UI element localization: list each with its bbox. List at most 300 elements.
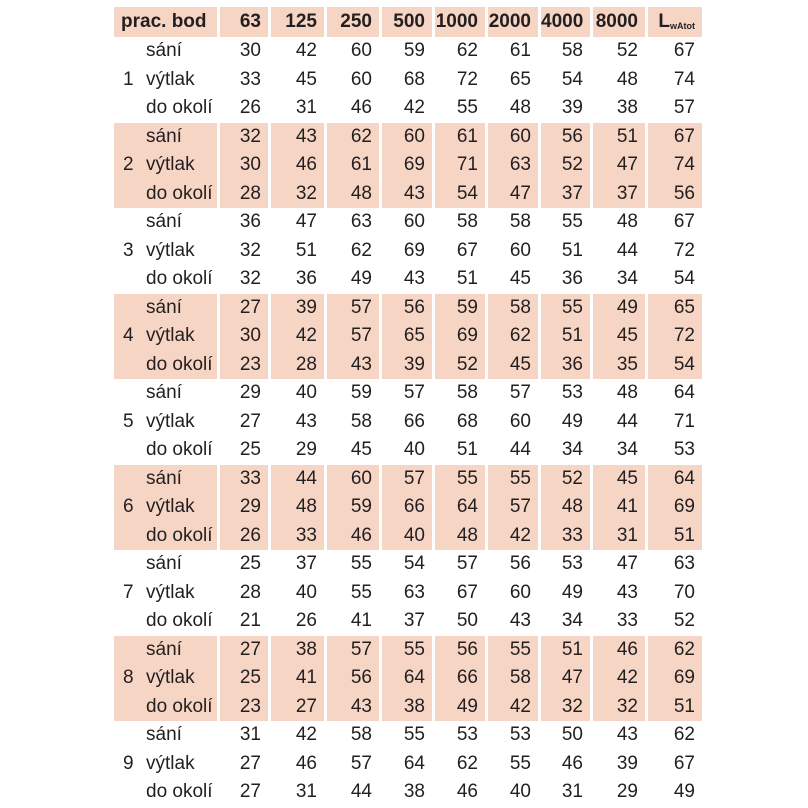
value-cell-band-2000: 55 bbox=[488, 636, 538, 665]
row-label-cell bbox=[114, 607, 217, 636]
row-label-cell bbox=[114, 750, 217, 779]
value-cell-band-1000: 64 bbox=[435, 493, 485, 522]
value-cell-band-8000: 33 bbox=[616, 610, 638, 631]
value-cell-band-4000: 32 bbox=[541, 693, 590, 722]
value-cell-band-8000: 41 bbox=[593, 493, 645, 522]
value-cell-band-250: 49 bbox=[350, 268, 372, 289]
operating-point-number: 9 bbox=[123, 752, 134, 774]
value-cell-band-2000: 60 bbox=[509, 410, 531, 432]
value-cell-band-2000: 44 bbox=[509, 439, 531, 460]
value-cell-band-4000: 33 bbox=[541, 522, 590, 551]
header-band-2000: 2000 bbox=[488, 7, 538, 37]
row-label-cell bbox=[114, 664, 217, 693]
value-cell-band-2000: 55 bbox=[509, 752, 531, 774]
value-cell-band-125: 33 bbox=[271, 522, 324, 551]
value-cell-band-250: 61 bbox=[327, 151, 379, 180]
value-cell-band-1000: 55 bbox=[456, 97, 478, 118]
row-label: do okolí bbox=[146, 268, 213, 289]
value-cell-total-level: 67 bbox=[648, 123, 702, 152]
table-row bbox=[114, 550, 702, 579]
row-label-cell bbox=[114, 94, 217, 123]
row-label: sání bbox=[146, 40, 182, 61]
value-cell-total-level: 51 bbox=[648, 693, 702, 722]
value-cell-band-250: 58 bbox=[350, 410, 372, 432]
row-label-cell bbox=[114, 721, 217, 750]
row-label: výtlak bbox=[146, 410, 195, 432]
value-cell-band-63: 21 bbox=[239, 610, 261, 631]
table-row bbox=[114, 579, 702, 608]
value-cell-band-1000: 71 bbox=[435, 151, 485, 180]
value-cell-band-1000: 55 bbox=[435, 465, 485, 494]
value-cell-total-level: 52 bbox=[673, 610, 695, 631]
value-cell-band-8000: 52 bbox=[616, 40, 638, 61]
header-total-level bbox=[648, 7, 702, 37]
value-cell-band-2000: 48 bbox=[509, 97, 531, 118]
header-band-4000: 4000 bbox=[541, 7, 590, 37]
table-row bbox=[114, 693, 702, 722]
value-cell-band-63: 27 bbox=[220, 294, 268, 323]
value-cell-total-level: 74 bbox=[648, 151, 702, 180]
value-cell-band-8000: 42 bbox=[593, 664, 645, 693]
value-cell-band-4000: 55 bbox=[561, 211, 583, 232]
value-cell-band-4000: 31 bbox=[561, 781, 583, 802]
value-cell-total-level: 54 bbox=[648, 351, 702, 380]
value-cell-band-1000: 61 bbox=[435, 123, 485, 152]
operating-point-number: 5 bbox=[123, 410, 134, 432]
value-cell-total-level: 49 bbox=[673, 781, 695, 802]
value-cell-band-4000: 58 bbox=[561, 40, 583, 61]
value-cell-band-63: 27 bbox=[239, 781, 261, 802]
table-row bbox=[114, 66, 702, 95]
value-cell-band-500: 60 bbox=[382, 123, 432, 152]
value-cell-band-250: 55 bbox=[350, 581, 372, 603]
operating-point-number: 3 bbox=[123, 239, 134, 261]
value-cell-band-125: 26 bbox=[295, 610, 317, 631]
row-label-cell bbox=[114, 322, 217, 351]
value-cell-band-1000: 72 bbox=[456, 68, 478, 90]
value-cell-band-125: 42 bbox=[271, 322, 324, 351]
value-cell-band-8000: 43 bbox=[616, 581, 638, 603]
table-row bbox=[114, 351, 702, 380]
value-cell-band-4000: 53 bbox=[561, 553, 583, 574]
value-cell-band-2000: 63 bbox=[488, 151, 538, 180]
header-operating-point: prac. bod bbox=[114, 7, 217, 37]
value-cell-band-125: 39 bbox=[271, 294, 324, 323]
value-cell-band-1000: 67 bbox=[456, 239, 478, 261]
value-cell-band-2000: 47 bbox=[488, 180, 538, 209]
row-label-cell bbox=[114, 37, 217, 66]
row-label-cell bbox=[114, 493, 217, 522]
value-cell-band-2000: 53 bbox=[509, 724, 531, 745]
value-cell-band-500: 55 bbox=[403, 724, 425, 745]
table-row bbox=[114, 94, 702, 123]
value-cell-band-250: 60 bbox=[350, 68, 372, 90]
value-cell-band-8000: 43 bbox=[616, 724, 638, 745]
value-cell-band-125: 38 bbox=[271, 636, 324, 665]
row-label: sání bbox=[146, 382, 182, 403]
value-cell-band-2000: 58 bbox=[488, 294, 538, 323]
value-cell-band-63: 26 bbox=[239, 97, 261, 118]
value-cell-total-level: 65 bbox=[648, 294, 702, 323]
table-row bbox=[114, 294, 702, 323]
value-cell-band-500: 43 bbox=[382, 180, 432, 209]
value-cell-band-63: 23 bbox=[220, 351, 268, 380]
table-row bbox=[114, 664, 702, 693]
value-cell-band-4000: 53 bbox=[561, 382, 583, 403]
row-label: výtlak bbox=[146, 239, 195, 261]
value-cell-band-1000: 46 bbox=[456, 781, 478, 802]
value-cell-band-250: 63 bbox=[350, 211, 372, 232]
row-label: do okolí bbox=[146, 781, 213, 802]
value-cell-band-8000: 35 bbox=[593, 351, 645, 380]
value-cell-band-2000: 60 bbox=[488, 123, 538, 152]
row-label: do okolí bbox=[146, 524, 213, 546]
value-cell-total-level: 54 bbox=[673, 268, 695, 289]
value-cell-total-level: 64 bbox=[648, 465, 702, 494]
value-cell-band-8000: 45 bbox=[593, 322, 645, 351]
value-cell-band-500: 54 bbox=[403, 553, 425, 574]
total-level-subscript: wAtot bbox=[670, 21, 695, 31]
header-band-1000: 1000 bbox=[435, 7, 485, 37]
value-cell-band-4000: 47 bbox=[541, 664, 590, 693]
value-cell-band-8000: 34 bbox=[616, 268, 638, 289]
value-cell-band-8000: 47 bbox=[593, 151, 645, 180]
row-label: do okolí bbox=[146, 439, 213, 460]
value-cell-total-level: 63 bbox=[673, 553, 695, 574]
value-cell-band-250: 57 bbox=[327, 322, 379, 351]
value-cell-total-level: 51 bbox=[648, 522, 702, 551]
table-row bbox=[114, 493, 702, 522]
value-cell-band-250: 62 bbox=[350, 239, 372, 261]
header-band-8000: 8000 bbox=[593, 7, 645, 37]
value-cell-band-500: 57 bbox=[403, 382, 425, 403]
value-cell-total-level: 57 bbox=[673, 97, 695, 118]
row-label-cell bbox=[114, 351, 217, 380]
value-cell-band-2000: 65 bbox=[509, 68, 531, 90]
value-cell-band-1000: 68 bbox=[456, 410, 478, 432]
value-cell-band-2000: 57 bbox=[509, 382, 531, 403]
value-cell-band-8000: 32 bbox=[593, 693, 645, 722]
value-cell-band-8000: 39 bbox=[616, 752, 638, 774]
value-cell-band-63: 27 bbox=[239, 752, 261, 774]
value-cell-band-500: 38 bbox=[382, 693, 432, 722]
value-cell-band-63: 23 bbox=[220, 693, 268, 722]
row-label: výtlak bbox=[146, 325, 195, 346]
value-cell-band-63: 31 bbox=[239, 724, 261, 745]
row-label: výtlak bbox=[146, 154, 195, 175]
value-cell-band-1000: 51 bbox=[456, 439, 478, 460]
value-cell-band-250: 59 bbox=[327, 493, 379, 522]
value-cell-band-63: 30 bbox=[220, 151, 268, 180]
row-label-cell bbox=[114, 237, 217, 266]
table-row bbox=[114, 237, 702, 266]
operating-point-number: 7 bbox=[123, 581, 134, 603]
value-cell-band-500: 69 bbox=[382, 151, 432, 180]
row-label-cell bbox=[114, 180, 217, 209]
table-row bbox=[114, 265, 702, 294]
value-cell-band-125: 28 bbox=[271, 351, 324, 380]
row-label: výtlak bbox=[146, 68, 195, 90]
value-cell-band-250: 41 bbox=[350, 610, 372, 631]
value-cell-total-level: 74 bbox=[673, 68, 695, 90]
operating-point-number: 1 bbox=[123, 68, 134, 90]
value-cell-band-63: 33 bbox=[239, 68, 261, 90]
value-cell-band-250: 43 bbox=[327, 351, 379, 380]
value-cell-band-1000: 53 bbox=[456, 724, 478, 745]
value-cell-band-500: 40 bbox=[403, 439, 425, 460]
value-cell-band-250: 57 bbox=[350, 752, 372, 774]
value-cell-band-125: 42 bbox=[295, 40, 317, 61]
value-cell-band-63: 25 bbox=[239, 439, 261, 460]
value-cell-band-4000: 37 bbox=[541, 180, 590, 209]
value-cell-band-125: 29 bbox=[295, 439, 317, 460]
row-label: do okolí bbox=[146, 182, 213, 204]
operating-point-number: 6 bbox=[123, 496, 134, 517]
value-cell-band-2000: 58 bbox=[488, 664, 538, 693]
value-cell-band-8000: 47 bbox=[616, 553, 638, 574]
value-cell-band-4000: 51 bbox=[541, 636, 590, 665]
header-band-500: 500 bbox=[382, 7, 432, 37]
operating-point-number: 8 bbox=[123, 667, 134, 688]
value-cell-band-250: 45 bbox=[350, 439, 372, 460]
row-label-cell bbox=[114, 436, 217, 465]
value-cell-band-125: 32 bbox=[271, 180, 324, 209]
value-cell-band-63: 32 bbox=[239, 239, 261, 261]
value-cell-band-8000: 44 bbox=[616, 410, 638, 432]
header-band-250: 250 bbox=[327, 7, 379, 37]
row-label-cell bbox=[114, 636, 217, 665]
value-cell-band-250: 58 bbox=[350, 724, 372, 745]
value-cell-total-level: 62 bbox=[648, 636, 702, 665]
value-cell-band-2000: 61 bbox=[509, 40, 531, 61]
value-cell-total-level: 62 bbox=[673, 724, 695, 745]
value-cell-band-4000: 52 bbox=[541, 151, 590, 180]
row-label: sání bbox=[146, 296, 182, 318]
value-cell-band-250: 57 bbox=[327, 636, 379, 665]
value-cell-total-level: 67 bbox=[673, 211, 695, 232]
table-row bbox=[114, 37, 702, 66]
value-cell-band-63: 28 bbox=[220, 180, 268, 209]
value-cell-band-63: 28 bbox=[239, 581, 261, 603]
value-cell-band-1000: 67 bbox=[456, 581, 478, 603]
value-cell-band-1000: 69 bbox=[435, 322, 485, 351]
row-label-cell bbox=[114, 579, 217, 608]
value-cell-band-1000: 56 bbox=[435, 636, 485, 665]
value-cell-total-level: 69 bbox=[648, 664, 702, 693]
value-cell-band-4000: 54 bbox=[561, 68, 583, 90]
value-cell-band-4000: 51 bbox=[561, 239, 583, 261]
value-cell-band-2000: 60 bbox=[509, 581, 531, 603]
value-cell-band-500: 66 bbox=[382, 493, 432, 522]
total-level-symbol: L bbox=[658, 11, 670, 32]
value-cell-band-1000: 62 bbox=[456, 40, 478, 61]
value-cell-band-8000: 37 bbox=[593, 180, 645, 209]
operating-point-number: 4 bbox=[123, 325, 134, 346]
value-cell-band-250: 46 bbox=[327, 522, 379, 551]
row-label: výtlak bbox=[146, 581, 195, 603]
value-cell-band-4000: 34 bbox=[561, 439, 583, 460]
value-cell-band-1000: 48 bbox=[435, 522, 485, 551]
row-label-cell bbox=[114, 123, 217, 152]
value-cell-band-125: 40 bbox=[295, 382, 317, 403]
table-body bbox=[114, 37, 702, 807]
table-row bbox=[114, 322, 702, 351]
value-cell-band-1000: 57 bbox=[456, 553, 478, 574]
row-label: do okolí bbox=[146, 695, 213, 717]
value-cell-band-8000: 44 bbox=[616, 239, 638, 261]
value-cell-band-1000: 51 bbox=[456, 268, 478, 289]
value-cell-band-125: 37 bbox=[295, 553, 317, 574]
value-cell-band-8000: 46 bbox=[593, 636, 645, 665]
value-cell-band-4000: 52 bbox=[541, 465, 590, 494]
table-row bbox=[114, 436, 702, 465]
header-band-63: 63 bbox=[220, 7, 268, 37]
operating-point-number: 2 bbox=[123, 154, 134, 175]
value-cell-band-250: 56 bbox=[327, 664, 379, 693]
value-cell-band-125: 36 bbox=[295, 268, 317, 289]
header-band-125: 125 bbox=[271, 7, 324, 37]
value-cell-band-500: 63 bbox=[403, 581, 425, 603]
value-cell-total-level: 56 bbox=[648, 180, 702, 209]
value-cell-band-63: 26 bbox=[220, 522, 268, 551]
table-row bbox=[114, 721, 702, 750]
value-cell-band-2000: 43 bbox=[509, 610, 531, 631]
table-row bbox=[114, 180, 702, 209]
value-cell-band-4000: 36 bbox=[561, 268, 583, 289]
value-cell-band-500: 64 bbox=[403, 752, 425, 774]
value-cell-band-2000: 55 bbox=[488, 465, 538, 494]
value-cell-band-250: 60 bbox=[350, 40, 372, 61]
value-cell-band-250: 44 bbox=[350, 781, 372, 802]
value-cell-band-8000: 31 bbox=[593, 522, 645, 551]
value-cell-band-2000: 42 bbox=[488, 522, 538, 551]
value-cell-band-63: 33 bbox=[220, 465, 268, 494]
row-label: sání bbox=[146, 724, 182, 745]
row-label-cell bbox=[114, 550, 217, 579]
value-cell-band-8000: 45 bbox=[593, 465, 645, 494]
value-cell-band-4000: 48 bbox=[541, 493, 590, 522]
table-row bbox=[114, 778, 702, 807]
row-label-cell bbox=[114, 294, 217, 323]
value-cell-band-1000: 62 bbox=[456, 752, 478, 774]
value-cell-total-level: 70 bbox=[673, 581, 695, 603]
row-label: sání bbox=[146, 467, 182, 489]
value-cell-band-500: 59 bbox=[403, 40, 425, 61]
value-cell-band-63: 30 bbox=[220, 322, 268, 351]
value-cell-band-500: 56 bbox=[382, 294, 432, 323]
value-cell-band-8000: 38 bbox=[616, 97, 638, 118]
value-cell-band-250: 62 bbox=[327, 123, 379, 152]
value-cell-band-4000: 50 bbox=[561, 724, 583, 745]
value-cell-band-63: 30 bbox=[239, 40, 261, 61]
value-cell-band-4000: 46 bbox=[561, 752, 583, 774]
value-cell-band-4000: 55 bbox=[541, 294, 590, 323]
value-cell-band-2000: 62 bbox=[488, 322, 538, 351]
value-cell-band-63: 36 bbox=[239, 211, 261, 232]
value-cell-band-4000: 34 bbox=[561, 610, 583, 631]
value-cell-band-63: 27 bbox=[239, 410, 261, 432]
value-cell-band-125: 41 bbox=[271, 664, 324, 693]
table-row bbox=[114, 750, 702, 779]
value-cell-total-level: 72 bbox=[648, 322, 702, 351]
value-cell-band-500: 69 bbox=[403, 239, 425, 261]
value-cell-band-2000: 58 bbox=[509, 211, 531, 232]
value-cell-band-500: 65 bbox=[382, 322, 432, 351]
value-cell-total-level: 72 bbox=[673, 239, 695, 261]
row-label: do okolí bbox=[146, 353, 213, 375]
value-cell-band-125: 42 bbox=[295, 724, 317, 745]
row-label-cell bbox=[114, 151, 217, 180]
value-cell-band-250: 48 bbox=[327, 180, 379, 209]
value-cell-band-1000: 50 bbox=[456, 610, 478, 631]
value-cell-band-250: 57 bbox=[327, 294, 379, 323]
value-cell-total-level: 71 bbox=[673, 410, 695, 432]
value-cell-band-125: 51 bbox=[295, 239, 317, 261]
row-label-cell bbox=[114, 693, 217, 722]
row-label: výtlak bbox=[146, 752, 195, 774]
row-label: sání bbox=[146, 125, 182, 147]
table-row bbox=[114, 607, 702, 636]
value-cell-band-4000: 56 bbox=[541, 123, 590, 152]
value-cell-band-125: 31 bbox=[295, 781, 317, 802]
value-cell-band-2000: 45 bbox=[509, 268, 531, 289]
value-cell-band-1000: 66 bbox=[435, 664, 485, 693]
row-label-cell bbox=[114, 265, 217, 294]
table-row bbox=[114, 522, 702, 551]
value-cell-band-2000: 60 bbox=[509, 239, 531, 261]
row-label-cell bbox=[114, 522, 217, 551]
value-cell-band-8000: 48 bbox=[616, 211, 638, 232]
table-row bbox=[114, 408, 702, 437]
value-cell-band-500: 66 bbox=[403, 410, 425, 432]
value-cell-band-250: 46 bbox=[350, 97, 372, 118]
value-cell-band-1000: 59 bbox=[435, 294, 485, 323]
value-cell-band-1000: 58 bbox=[456, 382, 478, 403]
value-cell-band-500: 43 bbox=[403, 268, 425, 289]
value-cell-band-63: 27 bbox=[220, 636, 268, 665]
value-cell-band-63: 29 bbox=[239, 382, 261, 403]
value-cell-total-level: 53 bbox=[673, 439, 695, 460]
row-label: sání bbox=[146, 211, 182, 232]
value-cell-band-500: 60 bbox=[403, 211, 425, 232]
value-cell-band-500: 38 bbox=[403, 781, 425, 802]
value-cell-band-63: 25 bbox=[220, 664, 268, 693]
value-cell-band-125: 40 bbox=[295, 581, 317, 603]
value-cell-band-63: 32 bbox=[220, 123, 268, 152]
value-cell-band-4000: 49 bbox=[561, 410, 583, 432]
value-cell-band-2000: 40 bbox=[509, 781, 531, 802]
table-row bbox=[114, 465, 702, 494]
value-cell-band-250: 55 bbox=[350, 553, 372, 574]
row-label: do okolí bbox=[146, 97, 213, 118]
value-cell-band-2000: 56 bbox=[509, 553, 531, 574]
value-cell-band-125: 46 bbox=[271, 151, 324, 180]
row-label: výtlak bbox=[146, 496, 195, 517]
value-cell-band-500: 39 bbox=[382, 351, 432, 380]
value-cell-band-2000: 42 bbox=[488, 693, 538, 722]
table-row bbox=[114, 123, 702, 152]
value-cell-band-250: 60 bbox=[327, 465, 379, 494]
value-cell-total-level: 67 bbox=[673, 752, 695, 774]
row-label-cell bbox=[114, 66, 217, 95]
row-label-cell bbox=[114, 465, 217, 494]
value-cell-band-8000: 34 bbox=[616, 439, 638, 460]
value-cell-band-1000: 58 bbox=[456, 211, 478, 232]
value-cell-band-63: 32 bbox=[239, 268, 261, 289]
value-cell-band-250: 59 bbox=[350, 382, 372, 403]
value-cell-band-8000: 29 bbox=[616, 781, 638, 802]
table-row bbox=[114, 151, 702, 180]
